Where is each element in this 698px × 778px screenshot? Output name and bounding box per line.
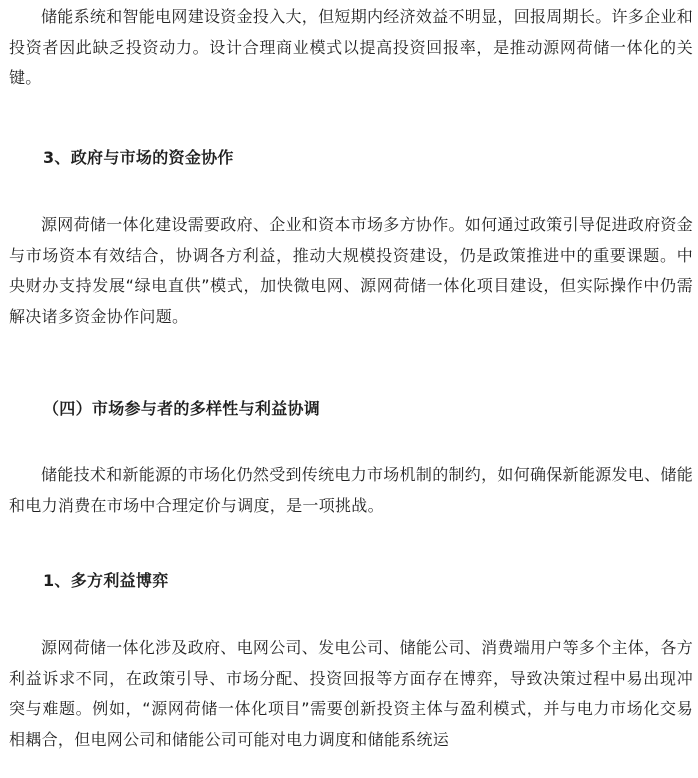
heading-government-market-funding: 3、政府与市场的资金协作 — [43, 148, 234, 167]
paragraph-funding-cooperation: 源网荷储一体化建设需要政府、企业和资本市场多方协作。如何通过政策引导促进政府资金与市场资本有效结合，协调各方利益，推动大规模投资建设，仍是政策推进中的重要课题。中央财办支持发展“绿电直供”模式，加快微电网、源网荷储一体化项目建设，但实际操作中仍需解决诸多资金协作问题。 — [9, 215, 694, 326]
heading-multi-party-interests: 1、多方利益博弈 — [43, 571, 169, 590]
paragraph-market-mechanism: 储能技术和新能源的市场化仍然受到传统电力市场机制的制约，如何确保新能源发电、储能和电力消费在市场中合理定价与调度，是一项挑战。 — [9, 465, 694, 515]
paragraph-stakeholder-game: 源网荷储一体化涉及政府、电网公司、发电公司、储能公司、消费端用户等多个主体，各方利益诉求不同，在政策引导、市场分配、投资回报等方面存在博弈，导致决策过程中易出现冲突与难题。例如，“源网荷储一体化项目”需要创新投资主体与盈利模式，并与电力市场化交易相耦合，但电网公司和储能公司可能对电力调度和储能系统运 — [9, 638, 694, 749]
heading-market-participants-diversity: （四）市场参与者的多样性与利益协调 — [43, 399, 321, 418]
paragraph-investment-return: 储能系统和智能电网建设资金投入大，但短期内经济效益不明显，回报周期长。许多企业和投资者因此缺乏投资动力。设计合理商业模式以提高投资回报率，是推动源网荷储一体化的关键。 — [9, 7, 694, 87]
